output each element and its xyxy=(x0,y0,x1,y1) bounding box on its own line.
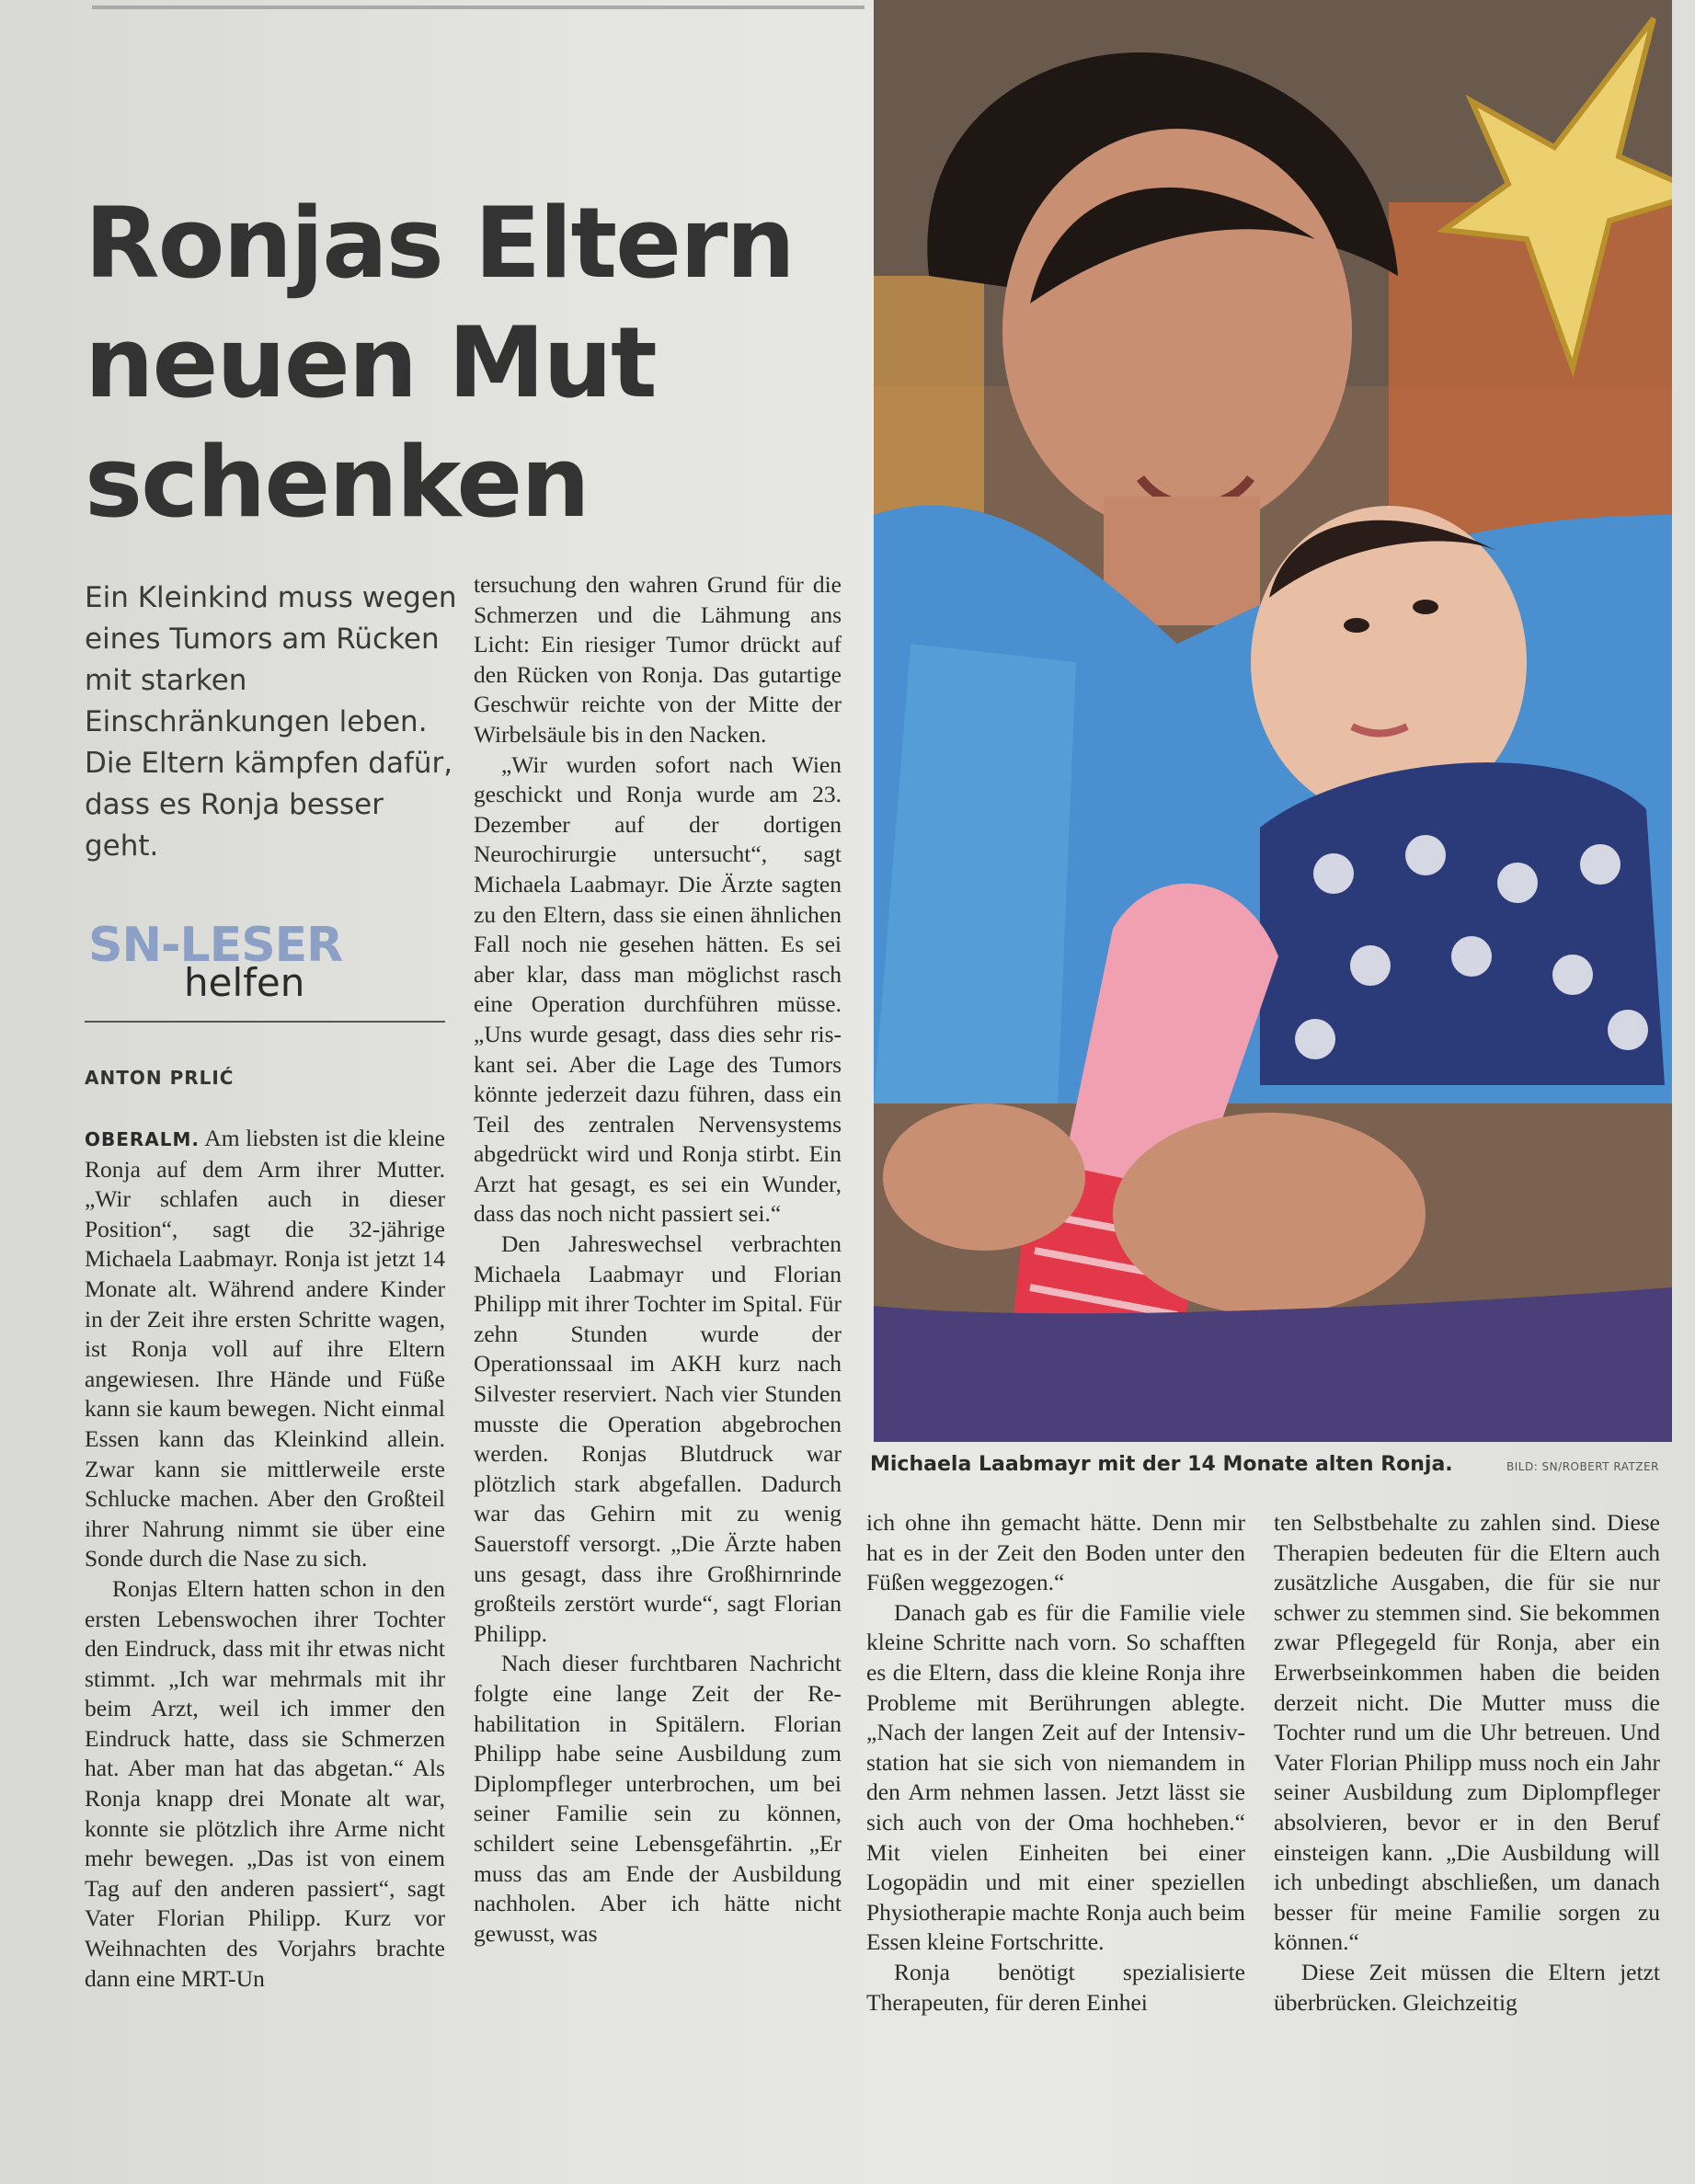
author-byline: ANTON PRLIĆ xyxy=(85,1067,235,1089)
paragraph: ich ohne ihn gemacht hätte. Denn mir hat es in der Zeit den Boden unter den Füßen weggezogen.“ xyxy=(866,1509,1245,1596)
paragraph: Danach gab es für die Familie viele kleine Schritte nach vorn. So schafften es die Eltern, dass die kleine Ronja ihre Probleme mit Berührungen ablegte. „Nach der langen Zeit auf der Intensivstation hat sie sich von niemandem in den Arm nehmen lassen. Jetzt lässt sie sich auch von der Oma hochheben.“ Mit vielen Einheiten bei einer Logopädin und mit einer speziellen Physiotherapie machte Ronja auch beim Essen kleine Fortschritte. xyxy=(866,1598,1245,1956)
paragraph: Den Jahreswechsel verbrachten Michaela Laabmayr und Florian Philipp mit ihrer Tochter im Spital. Für zehn Stunden wurde der Operationssaal im AKH kurz nach Silvester reserviert. Nach vier Stunden musste die Operation abgebrochen werden. Ronjas Blutdruck war plötzlich stark abgefallen. Dadurch war das Gehirn mit zu wenig Sauerstoff versorgt. „Die Ärzte haben uns gesagt, dass ihre Großhirnrinde großteils zerstört wurde“, sagt Florian Philipp. xyxy=(474,1230,842,1647)
headline: Ronjas Eltern neuen Mut schenken xyxy=(85,187,794,539)
text-column-2 xyxy=(474,570,842,1949)
paragraph: Ronja benötigt spezialisierte Therapeuten, für deren Einhei xyxy=(866,1958,1245,2016)
text-column-3 xyxy=(866,1508,1245,2018)
paragraph: tersuchung den wahren Grund für die Schmerzen und die Lähmung ans Licht: Ein riesiger Tumor drückt auf den Rücken von Ronja. Das gutartige Geschwür reichte von der Mitte der Wirbelsäule bis in den Nacken. xyxy=(474,571,842,748)
top-rule xyxy=(92,6,865,9)
photo-caption-bar xyxy=(870,1453,1679,1490)
photo-caption: Michaela Laabmayr mit der 14 Monate alten Ronja. xyxy=(870,1453,1453,1476)
paragraph xyxy=(85,1124,445,1574)
paragraph: Nach dieser furchtbaren Nachricht folgte eine lange Zeit der Rehabilitation in Spitälern. Florian Philipp habe seine Ausbildung zum Diplompfleger unterbrochen, um bei seiner Familie sein zu können, schildert seine Lebensgefährtin. „Er muss das am Ende der Ausbildung nachholen. Aber ich hätte nicht gewusst, was xyxy=(474,1650,842,1947)
photo-credit: BILD: SN/ROBERT RATZER xyxy=(1506,1460,1659,1473)
logo-bottom-text: helfen xyxy=(184,960,305,1005)
lead-paragraph: Ein Kleinkind muss wegen eines Tumors am Rücken mit starken Einschränkungen leben. Die Eltern kämpfen dafür, dass es Ronja besser geht. xyxy=(85,581,457,863)
logo-top-text: SN-LESER xyxy=(88,918,343,973)
paragraph: ten Selbstbehalte zu zahlen sind. Diese Therapien bedeuten für die Eltern auch zusätzliche Ausgaben, die für sie nur schwer zu stemmen sind. Sie bekommen zwar Pflegegeld für Ronja, aber ein Erwerbseinkommen haben die beiden derzeit nicht. Die Mutter muss die Tochter rund um die Uhr betreuen. Und Vater Florian Philipp muss noch ein Jahr seiner Ausbildung zum Diplompfleger absolvieren, bevor er in den Beruf einsteigen kann. „Die Ausbildung will ich unbedingt abschließen, um danach besser für meine Familie sorgen zu können.“ xyxy=(1274,1509,1660,1956)
paragraph: Ronjas Eltern hatten schon in den ersten Lebenswochen ihrer Tochter den Eindruck, dass mit ihr etwas nicht stimmt. „Ich war mehrmals mit ihr beim Arzt, weil ich immer den Eindruck hatte, dass sie Schmerzen hat. Aber man hat das abgetan.“ Als Ronja knapp drei Monate alt war, konnte sie plötzlich ihre Arme nicht mehr bewegen. „Das ist von einem Tag auf den anderen passiert“, sagt Vater Florian Philipp. Kurz vor Weihnachten des Vorjahrs brachte dann eine MRT-Un xyxy=(85,1574,445,1992)
paragraph-text: Am liebsten ist die kleine Ronja auf dem Arm ihrer Mutter. „Wir schlafen auch in dieser Position“, sagt die 32-jährige Michaela Laabmayr. Ronja ist jetzt 14 Monate alt. Während andere Kinder in der Zeit ihre ersten Schritte wagen, ist Ronja voll auf ihre Eltern angewiesen. Ihre Hände und Füße kann sie kaum bewegen. Nicht einmal Essen kann das Kleinkind allein. Zwar kann sie mittlerweile erste Schlucke machen. Aber den Großteil ihrer Nahrung nimmt sie über eine Sonde durch die Nase zu sich. xyxy=(85,1125,445,1572)
text-column-4 xyxy=(1274,1508,1660,2018)
article-photo xyxy=(874,0,1672,1442)
logo-divider xyxy=(85,1021,445,1023)
text-column-1 xyxy=(85,1124,445,1994)
paragraph: Diese Zeit müssen die Eltern jetzt überbrücken. Gleichzeitig xyxy=(1274,1958,1660,2016)
sn-leser-helfen-logo xyxy=(88,918,364,1010)
dateline: OBERALM. xyxy=(85,1128,200,1150)
star-icon xyxy=(874,0,1672,1442)
paragraph: „Wir wurden sofort nach Wien geschickt und Ronja wurde am 23. Dezember auf der dortigen Neurochirurgie untersucht“, sagt Michaela Laabmayr. Die Ärzte sagten zu den Eltern, dass sie einen ähnlichen Fall noch nie gesehen hätten. Es sei aber klar, dass man möglichst rasch eine Operation durchführen müsse. „Uns wurde gesagt, dass dies sehr riskant sei. Aber die Lage des Tumors könnte jederzeit dazu führen, dass ein Teil des zentralen Nervensystems abgedrückt wird und Ronja stirbt. Ein Arzt hat gesagt, es sei ein Wunder, dass das noch nicht passiert sei.“ xyxy=(474,750,842,1228)
